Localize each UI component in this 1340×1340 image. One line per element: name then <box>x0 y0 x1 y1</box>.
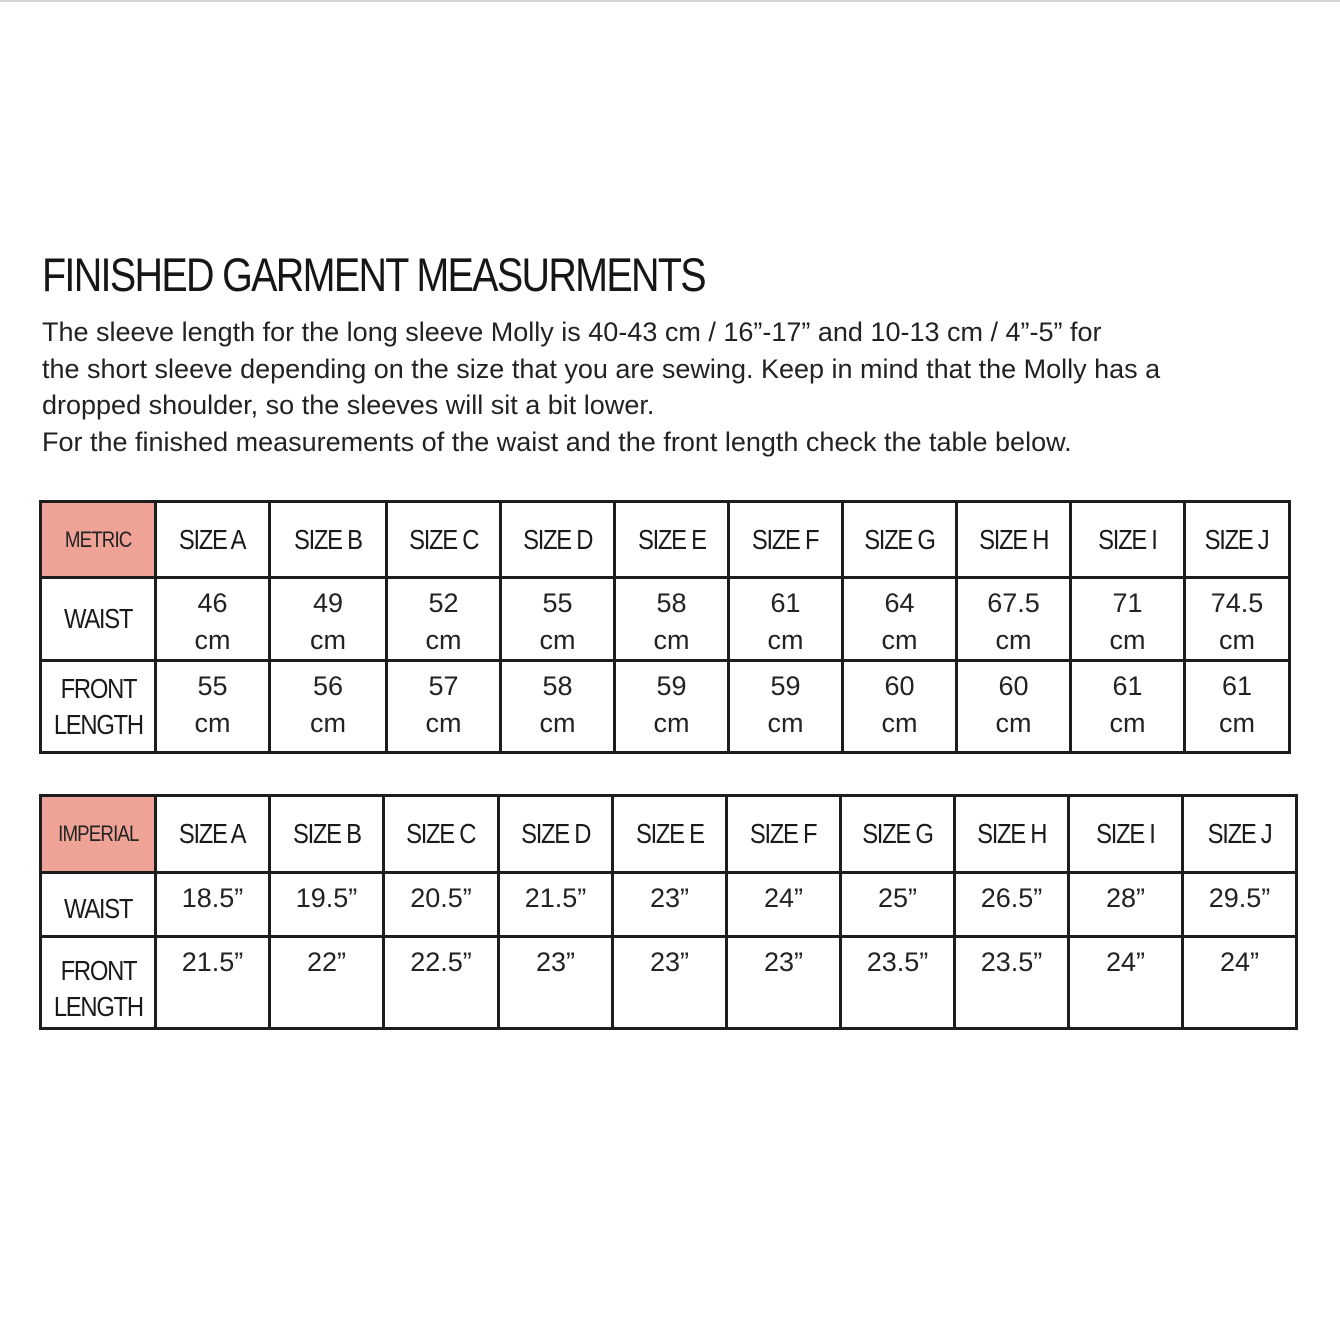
imperial-waist-cell: 26.5” <box>955 873 1069 937</box>
imperial-front-cell: 24” <box>1183 937 1297 1029</box>
imperial-waist-cell: 23” <box>613 873 727 937</box>
intro-line: For the finished measurements of the waist and the front length check the table below. <box>42 426 1072 457</box>
metric-size-j: SIZE J <box>1185 502 1290 578</box>
imperial-waist-label: WAIST <box>41 873 156 937</box>
metric-size-i: SIZE I <box>1071 502 1185 578</box>
metric-waist-cell: 64 cm <box>843 578 957 661</box>
metric-front-cell: 57 cm <box>387 661 501 753</box>
metric-size-g: SIZE G <box>843 502 957 578</box>
metric-front-cell: 59 cm <box>729 661 843 753</box>
imperial-waist-cell: 19.5” <box>270 873 384 937</box>
metric-table <box>39 500 1291 754</box>
imperial-size-e: SIZE E <box>613 796 727 873</box>
metric-size-d: SIZE D <box>501 502 615 578</box>
imperial-waist-cell: 25” <box>841 873 955 937</box>
imperial-front-cell: 23” <box>499 937 613 1029</box>
intro-line: dropped shoulder, so the sleeves will sit a bit lower. <box>42 390 655 420</box>
metric-waist-cell: 52 cm <box>387 578 501 661</box>
imperial-size-h: SIZE H <box>955 796 1069 873</box>
imperial-waist-cell: 18.5” <box>156 873 270 937</box>
imperial-size-j: SIZE J <box>1183 796 1297 873</box>
metric-size-a: SIZE A <box>156 502 270 578</box>
imperial-front-cell: 23.5” <box>841 937 955 1029</box>
imperial-waist-cell: 20.5” <box>384 873 499 937</box>
metric-front-cell: 55 cm <box>156 661 270 753</box>
metric-size-b: SIZE B <box>270 502 387 578</box>
metric-front-cell: 60 cm <box>843 661 957 753</box>
metric-front-cell: 61 cm <box>1185 661 1290 753</box>
metric-waist-cell: 61 cm <box>729 578 843 661</box>
metric-size-c: SIZE C <box>387 502 501 578</box>
imperial-front-length-row <box>41 937 1297 1029</box>
metric-waist-cell: 74.5 cm <box>1185 578 1290 661</box>
imperial-header-row <box>41 796 1297 873</box>
metric-waist-cell: 71 cm <box>1071 578 1185 661</box>
metric-front-length-label: FRONT LENGTH <box>41 661 156 753</box>
imperial-waist-row <box>41 873 1297 937</box>
imperial-size-g: SIZE G <box>841 796 955 873</box>
metric-category-cell: METRIC <box>41 502 156 578</box>
metric-front-cell: 58 cm <box>501 661 615 753</box>
imperial-waist-cell: 29.5” <box>1183 873 1297 937</box>
metric-waist-cell: 55 cm <box>501 578 615 661</box>
metric-waist-cell: 46 cm <box>156 578 270 661</box>
metric-size-h: SIZE H <box>957 502 1071 578</box>
page-title: FINISHED GARMENT MEASURMENTS <box>42 248 705 302</box>
metric-front-cell: 59 cm <box>615 661 729 753</box>
metric-waist-label: WAIST <box>41 578 156 661</box>
imperial-size-c: SIZE C <box>384 796 499 873</box>
imperial-front-length-label: FRONT LENGTH <box>41 937 156 1029</box>
metric-front-cell: 61 cm <box>1071 661 1185 753</box>
imperial-front-cell: 22.5” <box>384 937 499 1029</box>
imperial-size-d: SIZE D <box>499 796 613 873</box>
imperial-waist-cell: 28” <box>1069 873 1183 937</box>
metric-header-row <box>41 502 1290 578</box>
imperial-front-cell: 23.5” <box>955 937 1069 1029</box>
metric-waist-cell: 49 cm <box>270 578 387 661</box>
imperial-waist-cell: 24” <box>727 873 841 937</box>
intro-line: The sleeve length for the long sleeve Molly is 40-43 cm / 16”-17” and 10-13 cm / 4”-5” for <box>42 317 1102 347</box>
imperial-front-cell: 22” <box>270 937 384 1029</box>
imperial-size-a: SIZE A <box>156 796 270 873</box>
metric-waist-cell: 58 cm <box>615 578 729 661</box>
metric-size-e: SIZE E <box>615 502 729 578</box>
intro-text <box>42 314 1312 460</box>
imperial-table <box>39 794 1298 1030</box>
metric-size-f: SIZE F <box>729 502 843 578</box>
top-divider <box>0 0 1340 2</box>
imperial-size-i: SIZE I <box>1069 796 1183 873</box>
metric-front-length-row <box>41 661 1290 753</box>
metric-front-cell: 60 cm <box>957 661 1071 753</box>
imperial-front-cell: 24” <box>1069 937 1183 1029</box>
imperial-size-b: SIZE B <box>270 796 384 873</box>
imperial-category-cell: IMPERIAL <box>41 796 156 873</box>
imperial-size-f: SIZE F <box>727 796 841 873</box>
imperial-waist-cell: 21.5” <box>499 873 613 937</box>
imperial-front-cell: 23” <box>727 937 841 1029</box>
metric-waist-cell: 67.5 cm <box>957 578 1071 661</box>
intro-line: the short sleeve depending on the size that you are sewing. Keep in mind that the Molly has a <box>42 353 1161 384</box>
imperial-front-cell: 23” <box>613 937 727 1029</box>
metric-waist-row <box>41 578 1290 661</box>
metric-front-cell: 56 cm <box>270 661 387 753</box>
imperial-front-cell: 21.5” <box>156 937 270 1029</box>
